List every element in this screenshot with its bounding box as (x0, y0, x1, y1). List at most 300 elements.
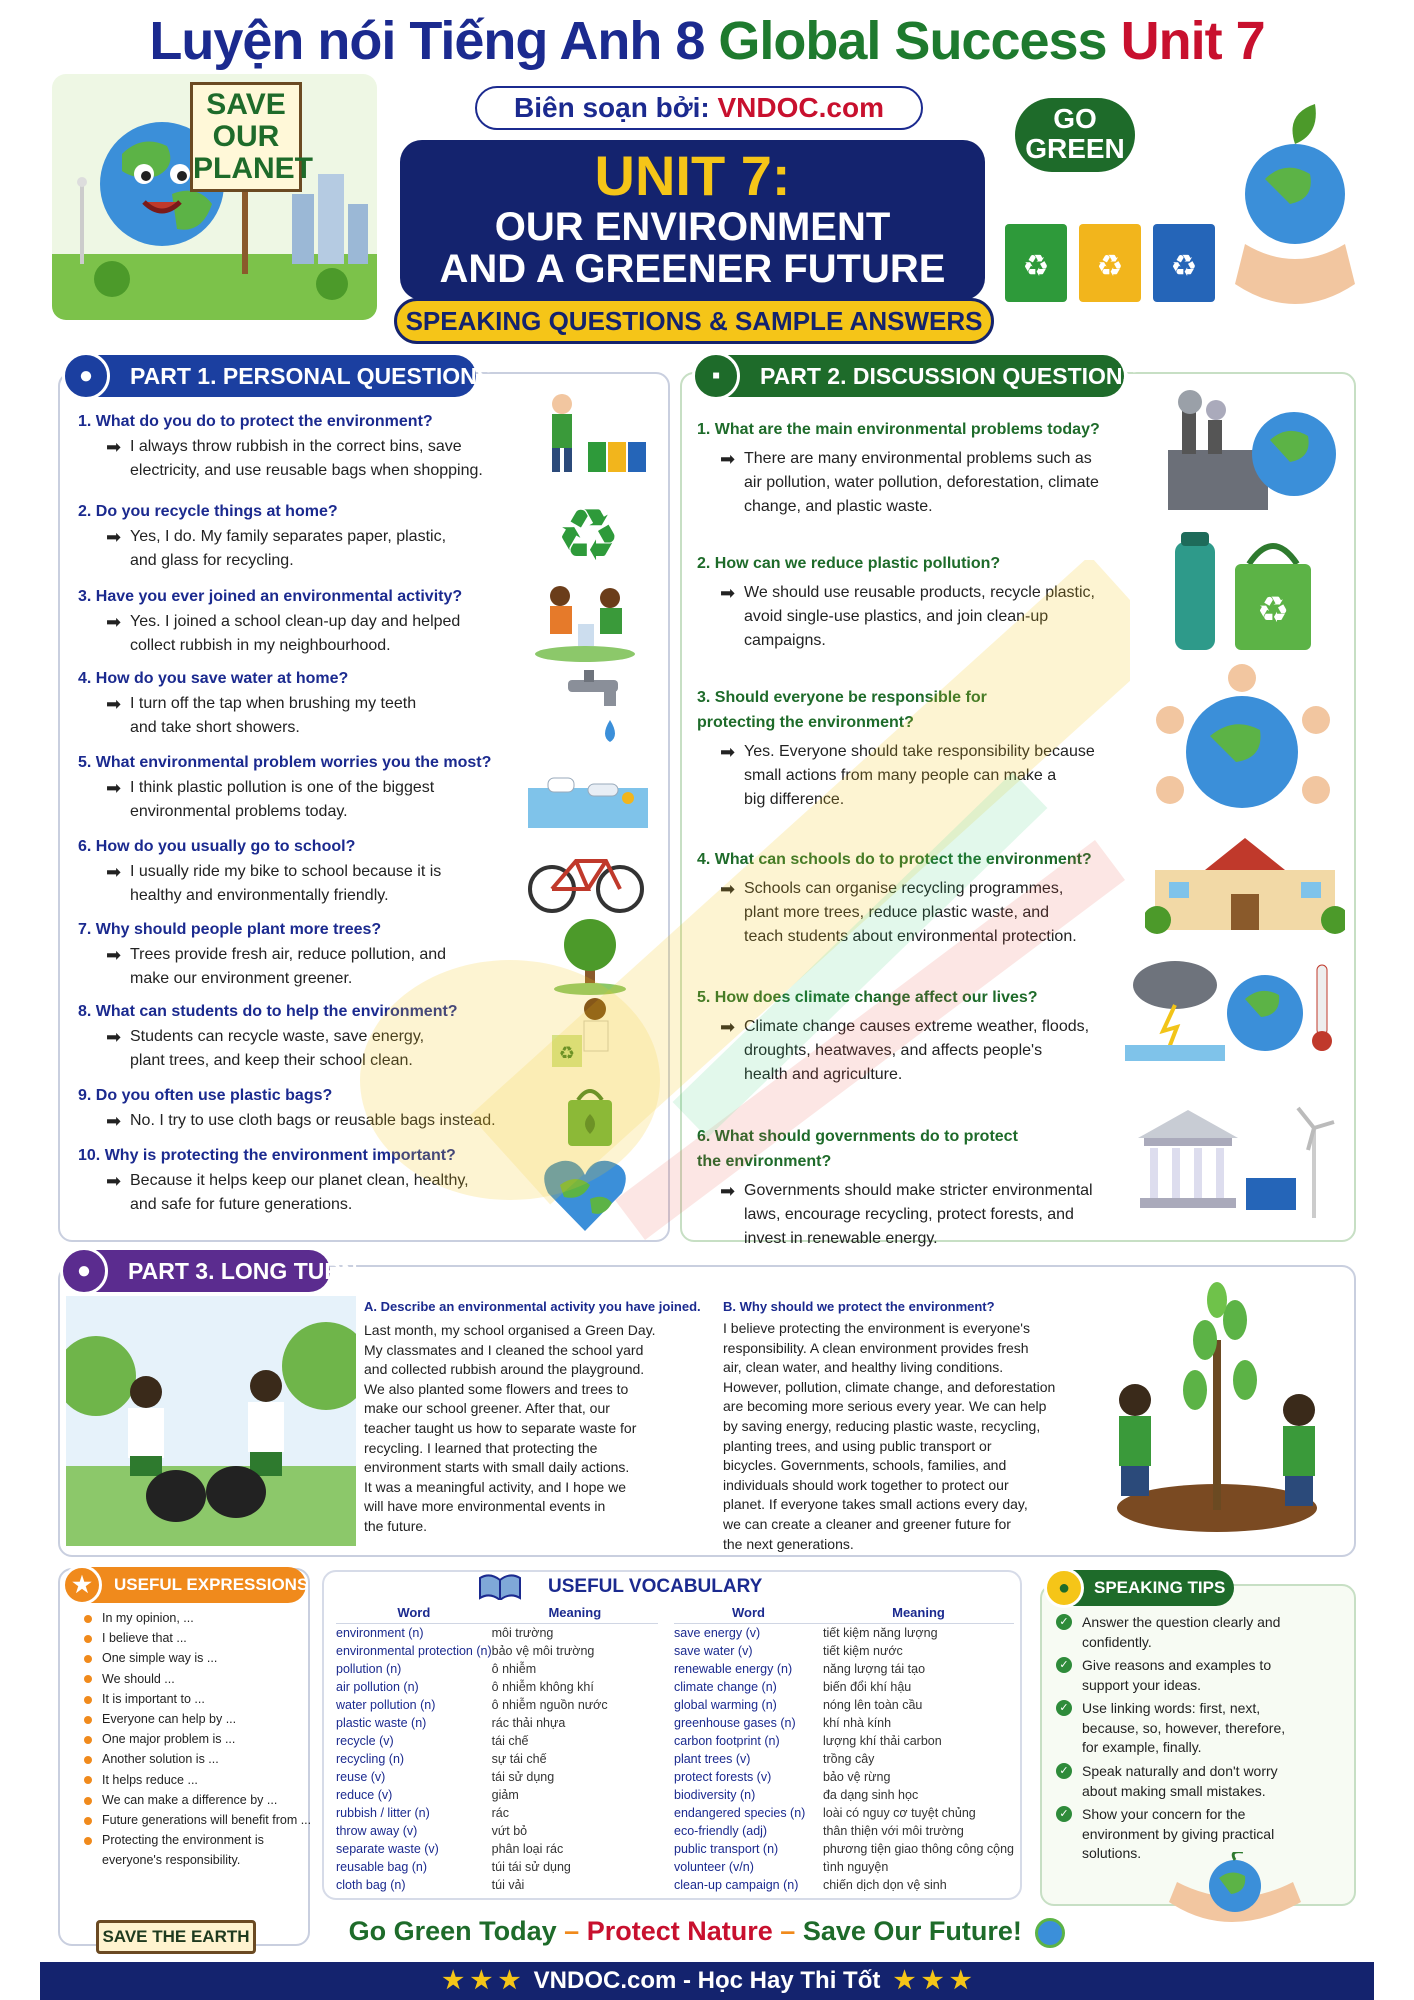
vocab-meaning: phân loại rác (491, 1842, 564, 1856)
expressions-heading-text: USEFUL EXPRESSIONS (114, 1575, 309, 1594)
text-line: the environment? (697, 1153, 832, 1170)
vocab-row (674, 1660, 1014, 1678)
vocab-word: save water (v) (674, 1644, 753, 1658)
question-6 (697, 1124, 1018, 1174)
answer-1 (106, 435, 483, 483)
text-line: However, pollution, climate change, and deforestation (723, 1378, 1056, 1395)
vocab-row (336, 1714, 658, 1732)
vocab-meaning: tình nguyện (822, 1860, 889, 1874)
vocab-row (674, 1678, 1014, 1696)
svg-text:♻: ♻ (1022, 249, 1050, 284)
bicycle-icon (526, 845, 646, 915)
text-line: and take short showers. (130, 719, 300, 736)
part1-heading (64, 355, 493, 397)
expression-text: Everyone can help by ... (102, 1712, 237, 1726)
government-energy-icon (1128, 1098, 1338, 1223)
bullet-dot (84, 1837, 92, 1845)
arrow-right-icon: ➡ (720, 1017, 736, 1037)
expression-item (84, 1631, 187, 1645)
expression-item (84, 1692, 205, 1706)
heart-earth-icon (540, 1155, 630, 1235)
climate-weather-icon (1125, 955, 1340, 1065)
text-line: Students can recycle waste, save energy, (130, 1028, 425, 1045)
vocab-row (336, 1858, 658, 1876)
bullet-dot (84, 1655, 92, 1663)
text-line: air pollution, water pollution, deforestation, climate (744, 474, 1099, 491)
chat-icon: ▪ (692, 352, 740, 400)
arrow-right-icon: ➡ (720, 1181, 736, 1201)
expression-item (84, 1712, 236, 1726)
arrow-right-icon: ➡ (720, 583, 736, 603)
unit-title-box (400, 140, 985, 300)
vocab-meaning: túi vải (491, 1878, 525, 1892)
text-line: responsibility. A clean environment provides fresh (723, 1339, 1029, 1356)
vocab-row (674, 1822, 1014, 1840)
text-line: 3. Should everyone be responsible for (697, 689, 987, 706)
bullet-dot (84, 1817, 92, 1825)
expression-text: Future generations will benefit from ... (102, 1813, 312, 1827)
svg-text:♻: ♻ (1256, 590, 1290, 631)
bottle-bag-icon (1165, 530, 1335, 655)
kids-around-earth-icon (1140, 660, 1345, 815)
text-line: 4. What can schools do to protect the environment? (697, 851, 1092, 868)
text-line: recycling. I learned that protecting the (364, 1439, 598, 1456)
vocab-word: save energy (v) (674, 1626, 761, 1640)
text-line: Use linking words: first, next, (1082, 1700, 1261, 1716)
text-line: Last month, my school organised a Green Day. (364, 1322, 656, 1338)
bullet-dot (84, 1736, 92, 1744)
arrow-right-icon: ➡ (720, 449, 736, 469)
text-line: and collected rubbish around the playground. (364, 1361, 645, 1378)
answer-2 (106, 525, 447, 573)
vocab-row (674, 1804, 1014, 1822)
text-line: teacher taught us how to separate waste for (364, 1419, 637, 1436)
expression-item (84, 1611, 194, 1625)
text-line: Governments should make stricter environmental (744, 1182, 1093, 1199)
save-earth-sign: SAVE THE EARTH (96, 1920, 256, 1954)
text-line: planting trees, and using public transport or (723, 1437, 992, 1454)
vocabulary-heading: USEFUL VOCABULARY (548, 1576, 763, 1597)
slogan-2: Protect Nature (586, 1916, 773, 1946)
save-planet-sign (190, 82, 313, 192)
expression-item (84, 1833, 264, 1847)
expression-text: Protecting the environment is (102, 1833, 264, 1848)
bullet-dot (84, 1635, 92, 1643)
part3a-body (364, 1321, 656, 1537)
tip-item (1059, 1613, 1281, 1652)
expression-text: I believe that ... (102, 1631, 187, 1646)
expression-text: Another solution is ... (102, 1752, 219, 1767)
badge-line: GREEN (1025, 133, 1125, 164)
text-line: health and agriculture. (744, 1066, 903, 1083)
vocab-word: carbon footprint (n) (674, 1734, 780, 1748)
text-line: It was a meaningful activity, and I hope we (364, 1478, 626, 1495)
footer-slogan (0, 1916, 1414, 1948)
text-line: for example, finally. (1082, 1739, 1202, 1755)
check-icon: ✓ (1056, 1657, 1072, 1673)
col-word: Word (336, 1604, 492, 1624)
text-line: environmental problems today. (130, 803, 348, 820)
vocab-word: global warming (n) (674, 1698, 777, 1712)
sign-line: PLANET (193, 152, 313, 185)
question-8: 8. What can students do to help the environment? (78, 1003, 458, 1020)
vocab-word: throw away (v) (336, 1824, 418, 1838)
expression-text: One simple way is ... (102, 1651, 218, 1666)
book-icon (478, 1572, 522, 1600)
tree-planting-illustration (1085, 1280, 1350, 1550)
answer-3 (720, 740, 1095, 812)
part1-heading-text: PART 1. PERSONAL QUESTIONS (130, 363, 493, 389)
text-line: There are many environmental problems such as (744, 450, 1092, 467)
vocab-row (336, 1768, 658, 1786)
title-part-1: Luyện nói Tiếng Anh 8 (149, 11, 705, 71)
question-10: 10. Why is protecting the environment important? (78, 1147, 456, 1164)
text-line: environment by giving practical (1082, 1825, 1275, 1842)
title-part-2: Global Success (718, 11, 1107, 71)
arrow-right-icon: ➡ (106, 612, 122, 632)
star-icon: ★ (62, 1565, 102, 1605)
vocab-meaning: ô nhiễm nguồn nước (491, 1698, 608, 1712)
question-2: 2. Do you recycle things at home? (78, 503, 338, 520)
footer-bar-text: VNDOC.com - Học Hay Thi Tốt (533, 1967, 881, 1994)
question-9: 9. Do you often use plastic bags? (78, 1087, 333, 1104)
text-line: protecting the environment? (697, 714, 914, 731)
question-7: 7. Why should people plant more trees? (78, 921, 382, 938)
question-5 (697, 985, 1038, 1010)
vocab-word: environment (n) (336, 1626, 424, 1640)
expressions-heading (64, 1567, 309, 1603)
bullet-dot (84, 1675, 92, 1683)
vocab-word: cloth bag (n) (336, 1878, 406, 1892)
vocab-meaning: tiết kiệm nước (822, 1644, 903, 1658)
question-5: 5. What environmental problem worries you the most? (78, 754, 492, 771)
text-line: invest in renewable energy. (744, 1230, 938, 1247)
vocab-meaning: lượng khí thải carbon (822, 1734, 942, 1748)
school-building-icon (1145, 830, 1345, 935)
water-tap-icon (560, 670, 630, 755)
earth-icon (1035, 1918, 1065, 1948)
text-line: are becoming more serious every year. We can help (723, 1398, 1047, 1415)
text-line: I always throw rubbish in the correct bins, save (130, 438, 462, 455)
part3a-heading: A. Describe an environmental activity you have joined. (364, 1299, 701, 1314)
lightbulb-icon: ● (1044, 1568, 1084, 1608)
unit-title-line-2: AND A GREENER FUTURE (439, 247, 946, 291)
check-icon: ✓ (1056, 1700, 1072, 1716)
text-line: 1. What are the main environmental problems today? (697, 421, 1100, 438)
vocab-word: reuse (v) (336, 1770, 386, 1784)
text-line: 5. How does climate change affect our lives? (697, 989, 1038, 1006)
vocab-meaning: năng lượng tái tạo (822, 1662, 926, 1676)
col-meaning: Meaning (823, 1604, 1014, 1624)
text-line: about making small mistakes. (1082, 1782, 1266, 1799)
text-line: avoid single-use plastics, and join clean-up (744, 608, 1049, 625)
text-line: I think plastic pollution is one of the biggest (130, 779, 435, 796)
vocab-row (336, 1660, 658, 1678)
vocab-row (336, 1624, 658, 1643)
text-line: make our environment greener. (130, 970, 353, 987)
text-line: and glass for recycling. (130, 552, 294, 569)
vocab-row (674, 1750, 1014, 1768)
tree-icon (545, 915, 635, 995)
vocab-meaning: phương tiện giao thông công cộng (822, 1842, 1014, 1856)
answer-4 (106, 692, 417, 740)
text-line: I usually ride my bike to school because it is (130, 863, 442, 880)
vocab-row (336, 1750, 658, 1768)
vocab-word: pollution (n) (336, 1662, 402, 1676)
vocabulary-table-left (336, 1604, 658, 1894)
recycling-bins-illustration (995, 84, 1360, 324)
answer-4 (720, 877, 1077, 949)
badge-line: GO (1053, 103, 1097, 134)
factory-earth-icon (1162, 390, 1342, 515)
text-line: will have more environmental events in (364, 1498, 606, 1515)
vocab-row (336, 1840, 658, 1858)
expression-item (84, 1793, 277, 1807)
expression-item (84, 1773, 198, 1787)
question-6: 6. How do you usually go to school? (78, 838, 356, 855)
vocab-row (674, 1696, 1014, 1714)
vocab-meaning: rác thải nhựa (491, 1716, 566, 1730)
vocabulary-table-right (674, 1604, 1014, 1894)
vocab-word: recycling (n) (336, 1752, 405, 1766)
vocab-meaning: rác (491, 1806, 510, 1820)
tips-heading (1046, 1570, 1234, 1606)
vocab-word: separate waste (v) (336, 1842, 439, 1856)
question-1 (697, 417, 1100, 442)
part2-heading (694, 355, 1138, 397)
slogan-separator: – (564, 1916, 580, 1946)
text-line: Schools can organise recycling programmes, (744, 880, 1064, 897)
answer-7 (106, 943, 447, 991)
expression-text: We can make a difference by ... (102, 1792, 278, 1807)
expression-item (84, 1672, 175, 1686)
vocab-meaning: túi tái sử dụng (491, 1860, 571, 1874)
part2-heading-text: PART 2. DISCUSSION QUESTIONS (760, 363, 1138, 389)
slogan-3: Save Our Future! (802, 1916, 1022, 1946)
sign-line: SAVE (206, 88, 286, 121)
vocab-row (336, 1678, 658, 1696)
title-part-3: Unit 7 (1120, 11, 1265, 71)
vocab-meaning: vứt bỏ (491, 1824, 528, 1838)
answer-10 (106, 1169, 469, 1217)
text-line: Because it helps keep our planet clean, healthy, (130, 1172, 469, 1189)
slogan-separator: – (780, 1916, 796, 1946)
vocab-word: renewable energy (n) (674, 1662, 793, 1676)
answer-3 (106, 610, 461, 658)
vocab-meaning: thân thiện với môi trường (822, 1824, 964, 1838)
col-word: Word (674, 1604, 823, 1624)
text-line: change, and plastic waste. (744, 498, 933, 515)
text-line: make our school greener. After that, our (364, 1400, 610, 1417)
vocab-word: greenhouse gases (n) (674, 1716, 796, 1730)
expression-text: We should ... (102, 1671, 175, 1686)
vocab-meaning: ô nhiễm (491, 1662, 537, 1676)
arrow-right-icon: ➡ (106, 1171, 122, 1191)
svg-text:♻: ♻ (1170, 249, 1198, 284)
check-icon: ✓ (1056, 1763, 1072, 1779)
check-icon: ✓ (1056, 1806, 1072, 1822)
text-line: Trees provide fresh air, reduce pollution, and (130, 946, 447, 963)
vocab-meaning: biến đổi khí hậu (822, 1680, 912, 1694)
vocab-word: eco-friendly (adj) (674, 1824, 768, 1838)
question-4 (697, 847, 1092, 872)
arrow-right-icon: ➡ (106, 437, 122, 457)
unit-title-line-1: OUR ENVIRONMENT (494, 205, 891, 249)
text-line: air, clean water, and healthy living conditions. (723, 1359, 1004, 1376)
recycle-icon: ♻ (556, 493, 621, 577)
answer-8 (106, 1025, 425, 1073)
vocab-row (336, 1642, 658, 1660)
star-icon: ★ ★ ★ (893, 1967, 972, 1994)
vocab-row (336, 1804, 658, 1822)
bullet-dot (84, 1615, 92, 1623)
vocab-word: climate change (n) (674, 1680, 777, 1694)
speaking-banner: SPEAKING QUESTIONS & SAMPLE ANSWERS (394, 298, 994, 344)
expression-text: It is important to ... (102, 1691, 205, 1706)
vocab-word: environmental protection (n) (336, 1644, 492, 1658)
student-recycling-icon (540, 995, 640, 1075)
page-title (0, 10, 1414, 72)
text-line: droughts, heatwaves, and affects people's (744, 1042, 1043, 1059)
sign-line: OUR (212, 120, 280, 153)
text-line: Climate change causes extreme weather, floods, (744, 1018, 1090, 1035)
vocab-row (674, 1840, 1014, 1858)
vocab-meaning: tái sử dụng (491, 1770, 555, 1784)
arrow-right-icon: ➡ (720, 879, 736, 899)
person-icon: ● (62, 352, 110, 400)
expression-item (84, 1732, 235, 1746)
arrow-right-icon: ➡ (106, 1111, 122, 1131)
text-line: the future. (364, 1517, 428, 1534)
vocab-row (674, 1714, 1014, 1732)
question-3: 3. Have you ever joined an environmental activity? (78, 588, 463, 605)
unit-label: UNIT 7: (594, 144, 791, 207)
plastic-pollution-icon (528, 758, 648, 828)
cleanup-park-illustration (66, 1296, 356, 1546)
text-line: We also planted some flowers and trees to (364, 1380, 629, 1397)
text-line: laws, encourage recycling, protect forests, and (744, 1206, 1074, 1223)
vocab-word: water pollution (n) (336, 1698, 436, 1712)
vocab-meaning: nóng lên toàn cầu (822, 1698, 923, 1712)
text-line: and safe for future generations. (130, 1196, 353, 1213)
tip-item (1059, 1656, 1272, 1695)
answer-5 (720, 1015, 1090, 1087)
answer-2 (720, 581, 1095, 653)
text-line: 6. What should governments do to protect (697, 1128, 1018, 1145)
col-meaning: Meaning (492, 1604, 658, 1624)
arrow-right-icon: ➡ (106, 1027, 122, 1047)
vocab-row (674, 1624, 1014, 1643)
vocab-meaning: ô nhiễm không khí (491, 1680, 594, 1694)
vocab-meaning: trồng cây (822, 1752, 875, 1766)
vocab-row (336, 1732, 658, 1750)
arrow-right-icon: ➡ (106, 694, 122, 714)
part3-heading-text: PART 3. LONG TURN (128, 1258, 358, 1284)
text-line: I turn off the tap when brushing my teeth (130, 695, 417, 712)
bullet-dot (84, 1797, 92, 1805)
star-icon: ★ ★ ★ (442, 1967, 521, 1994)
text-line: we can create a cleaner and greener future for (723, 1515, 1011, 1532)
answer-9 (106, 1109, 496, 1133)
vocab-word: plant trees (v) (674, 1752, 751, 1766)
text-line: electricity, and use reusable bags when shopping. (130, 462, 483, 479)
text-line: confidently. (1082, 1633, 1152, 1650)
vocab-word: volunteer (v/n) (674, 1860, 754, 1874)
reusable-bag-icon (560, 1082, 620, 1152)
arrow-right-icon: ➡ (106, 945, 122, 965)
part3-heading (62, 1250, 358, 1292)
bullet-dot (84, 1756, 92, 1764)
answer-6 (106, 860, 442, 908)
expression-text: In my opinion, ... (102, 1611, 194, 1625)
expression-text: It helps reduce ... (102, 1772, 198, 1787)
bullet-dot (84, 1696, 92, 1704)
text-line: I believe protecting the environment is everyone's (723, 1320, 1030, 1336)
text-line: by saving energy, reducing plastic waste, recycling, (723, 1417, 1041, 1434)
question-4: 4. How do you save water at home? (78, 670, 349, 687)
slogan-1: Go Green Today (348, 1916, 557, 1946)
vocab-word: plastic waste (n) (336, 1716, 427, 1730)
text-line: We should use reusable products, recycle plastic, (744, 584, 1095, 601)
text-line: plant trees, and keep their school clean. (130, 1052, 413, 1069)
check-icon: ✓ (1056, 1614, 1072, 1630)
text-line: Give reasons and examples to (1082, 1657, 1272, 1673)
text-line: Answer the question clearly and (1082, 1614, 1281, 1630)
author-label: Biên soạn bởi: (514, 92, 710, 123)
text-line: solutions. (1082, 1845, 1142, 1861)
expression-item (84, 1651, 217, 1665)
earth-mascot-illustration (52, 74, 377, 320)
vocab-row (336, 1822, 658, 1840)
vocab-word: reduce (v) (336, 1788, 393, 1802)
text-line: 2. How can we reduce plastic pollution? (697, 555, 1001, 572)
text-line: bicycles. Governments, schools, families, and (723, 1457, 1007, 1474)
text-line: No. I try to use cloth bags or reusable bags instead. (130, 1112, 496, 1129)
tip-item (1059, 1762, 1278, 1801)
microphone-icon: ● (60, 1247, 108, 1295)
vocab-word: recycle (v) (336, 1734, 394, 1748)
text-line: Speak naturally and don't worry (1082, 1763, 1278, 1779)
text-line: healthy and environmentally friendly. (130, 887, 389, 904)
text-line: My classmates and I cleaned the school yard (364, 1341, 644, 1358)
text-line: Yes, I do. My family separates paper, plastic, (130, 528, 447, 545)
expression-text: One major problem is ... (102, 1732, 236, 1747)
vocab-row (674, 1768, 1014, 1786)
bullet-dot (84, 1776, 92, 1784)
text-line: collect rubbish in my neighbourhood. (130, 637, 391, 654)
author-pill (475, 86, 923, 130)
tips-heading-text: SPEAKING TIPS (1094, 1578, 1226, 1597)
bins-person-icon (540, 390, 650, 480)
text-line: plant more trees, reduce plastic waste, and (744, 904, 1050, 921)
vocab-word: public transport (n) (674, 1842, 779, 1856)
text-line: because, so, however, therefore, (1082, 1719, 1286, 1736)
arrow-right-icon: ➡ (106, 862, 122, 882)
arrow-right-icon: ➡ (106, 778, 122, 798)
vocab-meaning: bảo vệ rừng (822, 1770, 891, 1784)
answer-5 (106, 776, 435, 824)
question-3 (697, 685, 987, 735)
vocab-meaning: bảo vệ môi trường (491, 1644, 595, 1658)
text-line: big difference. (744, 791, 845, 808)
vocab-row (674, 1786, 1014, 1804)
vocab-row (336, 1786, 658, 1804)
part3b-heading: B. Why should we protect the environment? (723, 1299, 995, 1314)
vocab-meaning: loài có nguy cơ tuyệt chủng (822, 1806, 976, 1820)
text-line: Yes. I joined a school clean-up day and helped (130, 613, 461, 630)
vocab-word: endangered species (n) (674, 1806, 806, 1820)
vocab-meaning: môi trường (491, 1626, 554, 1640)
